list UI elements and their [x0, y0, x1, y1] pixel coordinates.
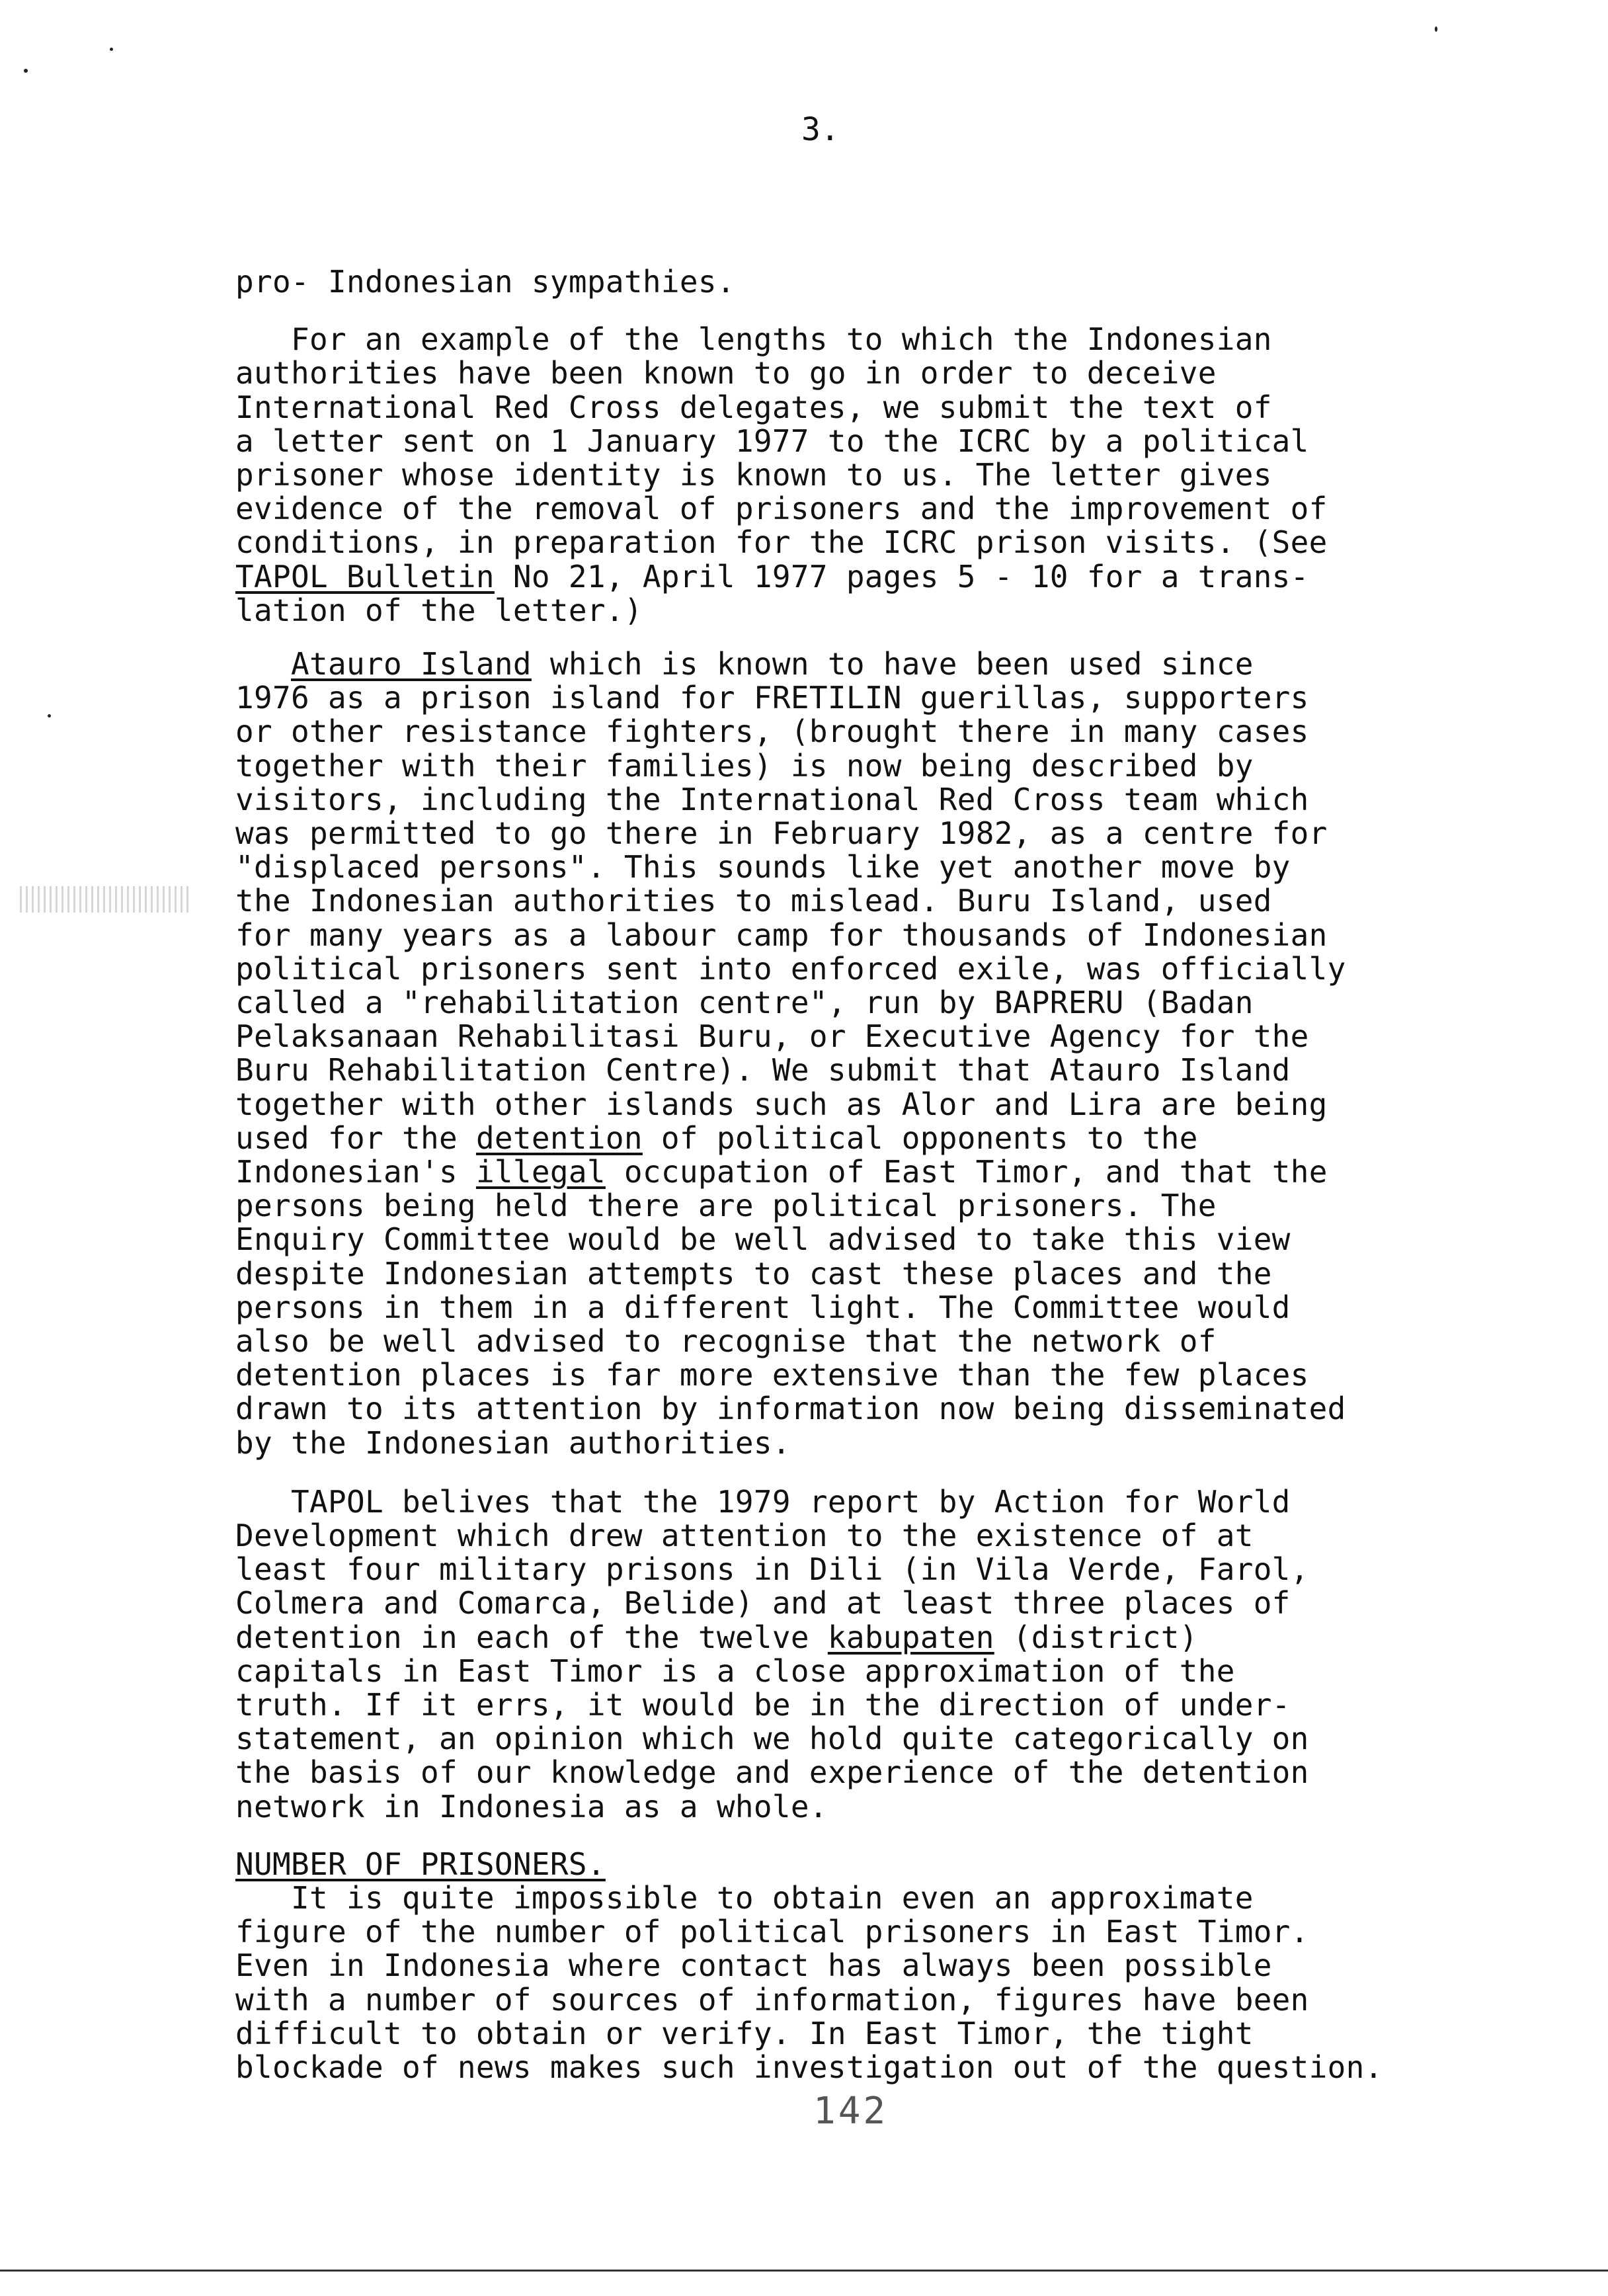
- text-segment: was permitted to go there in February 1982, as a centre for: [235, 815, 1328, 851]
- text-segment: Pelaksanaan Rehabilitasi Buru, or Executive Agency for the: [235, 1018, 1309, 1054]
- footer-page-number: 142: [813, 2090, 889, 2133]
- text-line: [235, 850, 1291, 884]
- text-line: [235, 1688, 1291, 1722]
- text-line: [235, 390, 1272, 425]
- text-segment: by the Indonesian authorities.: [235, 1425, 791, 1461]
- text-line: [235, 1391, 1346, 1426]
- text-line: [235, 1019, 1309, 1053]
- text-segment: political prisoners sent into enforced exile, was officially: [235, 951, 1346, 987]
- text-segment: a letter sent on 1 January 1977 to the ICRC by a political: [235, 423, 1309, 459]
- text-line: [235, 1485, 1291, 1519]
- scan-speck: [110, 48, 113, 51]
- text-line: [235, 1155, 1328, 1189]
- text-segment: network in Indonesia as a whole.: [235, 1789, 828, 1824]
- text-segment: Enquiry Committee would be well advised to take this view: [235, 1221, 1291, 1257]
- text-line: [235, 1290, 1291, 1325]
- underlined-text: kabupaten: [827, 1620, 994, 1655]
- text-segment: the Indonesian authorities to mislead. Buru Island, used: [235, 883, 1272, 919]
- scan-speck: [24, 69, 28, 73]
- text-segment: evidence of the removal of prisoners and the improvement of: [235, 491, 1328, 526]
- text-line: [235, 1847, 606, 1881]
- text-segment: for many years as a labour camp for thousands of Indonesian: [235, 917, 1328, 953]
- text-line: [235, 1222, 1291, 1256]
- text-line: [235, 1256, 1272, 1291]
- scan-speck: [48, 714, 51, 718]
- text-segment: pro- Indonesian sympathies.: [235, 264, 735, 300]
- underlined-text: illegal: [475, 1154, 606, 1190]
- text-segment: figure of the number of political prisoners in East Timor.: [235, 1914, 1309, 1949]
- text-segment: blockade of news makes such investigation out of the question.: [235, 2049, 1383, 2085]
- text-segment: International Red Cross delegates, we submit the text of: [235, 390, 1272, 425]
- text-line: [235, 985, 1254, 1020]
- text-line: [235, 265, 735, 299]
- text-line: [235, 1426, 791, 1460]
- text-line: [235, 1518, 1254, 1553]
- text-line: [235, 680, 1309, 715]
- text-line: [235, 1755, 1309, 1789]
- text-segment: called a "rehabilitation centre", run by BAPRERU (Badan: [235, 985, 1254, 1020]
- text-segment: Indonesian's: [235, 1154, 476, 1190]
- text-segment: Colmera and Comarca, Belide) and at least three places of: [235, 1585, 1291, 1621]
- underlined-text: NUMBER OF PRISONERS.: [235, 1846, 606, 1882]
- text-line: [235, 714, 1309, 749]
- text-line: [235, 1324, 1217, 1358]
- text-segment: detention places is far more extensive than the few places: [235, 1357, 1309, 1393]
- text-segment: persons in them in a different light. The Committee would: [235, 1290, 1291, 1325]
- text-line: [235, 647, 1254, 681]
- text-line: [235, 782, 1309, 817]
- underlined-text: TAPOL Bulletin: [235, 559, 495, 594]
- text-segment: occupation of East Timor, and that the: [605, 1154, 1328, 1190]
- text-segment: the basis of our knowledge and experience of the detention: [235, 1754, 1309, 1790]
- text-line: [235, 816, 1328, 850]
- scan-smudge: [20, 886, 192, 913]
- text-segment: lation of the letter.): [235, 593, 643, 628]
- text-segment: despite Indonesian attempts to cast these places and the: [235, 1256, 1272, 1292]
- text-segment: No 21, April 1977 pages 5 - 10 for a trans-: [494, 559, 1309, 594]
- text-segment: visitors, including the International Red Cross team which: [235, 782, 1309, 817]
- text-line: [235, 458, 1272, 492]
- text-line: [235, 593, 643, 628]
- text-segment: difficult to obtain or verify. In East Timor, the tight: [235, 2016, 1254, 2051]
- text-segment: Development which drew attention to the existence of at: [235, 1518, 1254, 1553]
- text-line: [235, 1586, 1291, 1620]
- text-segment: detention in each of the twelve: [235, 1620, 828, 1655]
- text-segment: capitals in East Timor is a close approximation of the: [235, 1653, 1235, 1689]
- text-line: [235, 918, 1328, 952]
- text-line: [235, 424, 1309, 458]
- text-segment: It is quite impossible to obtain even an approximate: [235, 1880, 1254, 1916]
- text-segment: which is known to have been used since: [531, 646, 1254, 682]
- text-segment: together with other islands such as Alor and Lira are being: [235, 1086, 1328, 1122]
- text-segment: (district): [994, 1620, 1198, 1655]
- text-line: [235, 1881, 1254, 1915]
- underlined-text: detention: [475, 1120, 643, 1156]
- text-segment: authorities have been known to go in order to deceive: [235, 355, 1217, 391]
- text-segment: TAPOL belives that the 1979 report by Action for World: [235, 1484, 1291, 1520]
- text-line: [235, 952, 1346, 986]
- text-line: [235, 2050, 1383, 2084]
- bottom-rule: [0, 2270, 1608, 2272]
- text-segment: statement, an opinion which we hold quite categorically on: [235, 1721, 1309, 1756]
- text-line: [235, 1620, 1198, 1655]
- text-line: [235, 1358, 1309, 1392]
- text-segment: For an example of the lengths to which the Indonesian: [235, 321, 1272, 357]
- text-segment: conditions, in preparation for the ICRC prison visits. (See: [235, 524, 1328, 560]
- text-segment: truth. If it errs, it would be in the direction of under-: [235, 1687, 1291, 1723]
- text-line: [235, 525, 1328, 559]
- text-line: [235, 491, 1328, 526]
- text-segment: also be well advised to recognise that the network of: [235, 1323, 1217, 1359]
- text-line: [235, 1789, 828, 1824]
- text-line: [235, 1121, 1198, 1155]
- top-page-number: 3.: [801, 111, 840, 148]
- text-line: [235, 559, 1309, 594]
- text-segment: with a number of sources of information, figures have been: [235, 1982, 1309, 2018]
- text-segment: used for the: [235, 1120, 476, 1156]
- text-line: [235, 749, 1254, 783]
- underlined-text: Atauro Island: [290, 646, 532, 682]
- text-line: [235, 1552, 1309, 1586]
- text-line: [235, 1654, 1235, 1688]
- text-segment: Buru Rehabilitation Centre). We submit that Atauro Island: [235, 1052, 1291, 1088]
- text-line: [235, 1087, 1328, 1122]
- text-segment: persons being held there are political prisoners. The: [235, 1188, 1217, 1223]
- text-segment: of political opponents to the: [642, 1120, 1198, 1156]
- text-line: [235, 322, 1272, 356]
- text-segment: "displaced persons". This sounds like yet another move by: [235, 849, 1291, 885]
- text-segment: or other resistance fighters, (brought there in many cases: [235, 714, 1309, 749]
- text-segment: 1976 as a prison island for FRETILIN guerillas, supporters: [235, 680, 1309, 716]
- text-line: [235, 1983, 1309, 2017]
- text-segment: prisoner whose identity is known to us. The letter gives: [235, 457, 1272, 493]
- text-segment: together with their families) is now being described by: [235, 748, 1254, 784]
- text-line: [235, 883, 1272, 918]
- text-line: [235, 1948, 1272, 1983]
- scan-speck: [1435, 26, 1437, 32]
- text-segment: [235, 646, 291, 682]
- text-line: [235, 356, 1217, 390]
- text-line: [235, 1188, 1217, 1223]
- text-line: [235, 2016, 1254, 2051]
- text-segment: least four military prisons in Dili (in Vila Verde, Farol,: [235, 1551, 1309, 1587]
- text-segment: Even in Indonesia where contact has always been possible: [235, 1948, 1272, 1983]
- text-segment: drawn to its attention by information now being disseminated: [235, 1391, 1346, 1426]
- text-line: [235, 1053, 1291, 1087]
- text-line: [235, 1721, 1309, 1756]
- text-line: [235, 1914, 1309, 1949]
